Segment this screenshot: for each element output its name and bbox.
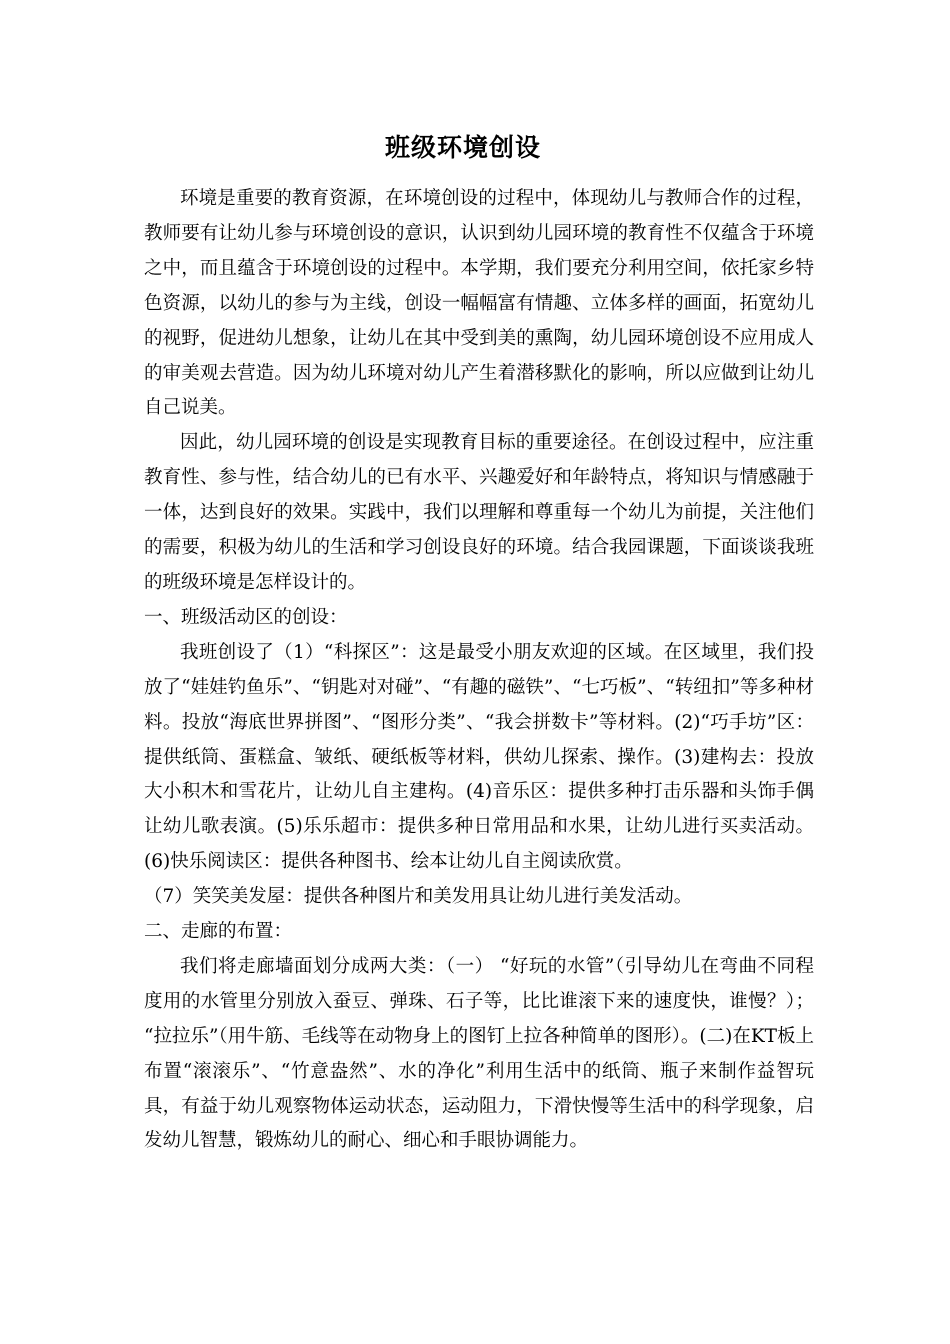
document-title: 班级环境创设 xyxy=(384,133,541,162)
paragraph-corridor: 我们将走廊墙面划分成两大类：（一） “好玩的水管”（引导幼儿在弯曲不同程度用的水管里分别放入蚕豆、弹珠、石子等，比比谁滚下来的速度快，谁慢？）； “拉拉乐”（用牛筋、毛线等在动物身上的图钉上拉各种简单的图形）。(二)在KT板上布置“滚滚乐”、“竹意盎然”、水的净化”利用生活中的纸筒、瓶子来制作益智玩具，有益于幼儿观察物体运动状态，运动阻力，下滑快慢等生活中的科学现象，启发幼儿智慧，锻炼幼儿的耐心、细心和手眼协调能力。 xyxy=(144,955,815,1152)
paragraph-importance: 因此，幼儿园环境的创设是实现教育目标的重要途径。在创设过程中，应注重教育性、参与性，结合幼儿的已有水平、兴趣爱好和年龄特点，将知识与情感融于一体，达到良好的效果。实践中，我们以理解和尊重每一个幼儿为前提，关注他们的需要，积极为幼儿的生活和学习创设良好的环境。结合我园课题，下面谈谈我班的班级环境是怎样设计的。 xyxy=(144,432,814,593)
section-heading-corridor: 二、走廊的布置： xyxy=(144,921,293,943)
document-body xyxy=(144,182,814,1159)
paragraph-salon: （7）笑笑美发屋：提供各种图片和美发用具让幼儿进行美发活动。 xyxy=(144,886,693,908)
paragraph-intro: 环境是重要的教育资源，在环境创设的过程中，体现幼儿与教师合作的过程，教师要有让幼儿参与环境创设的意识，认识到幼儿园环境的教育性不仅蕴含于环境之中，而且蕴含于环境创设的过程中。本学期，我们要充分利用空间，依托家乡特色资源，以幼儿的参与为主线，创设一幅幅富有情趣、立体多样的画面，拓宽幼儿的视野，促进幼儿想象，让幼儿在其中受到美的熏陶，幼儿园环境创设不应用成人的审美观去营造。因为幼儿环境对幼儿产生着潜移默化的影响，所以应做到让幼儿自己说美。 xyxy=(144,188,814,419)
paragraph-activity-areas: 我班创设了（1）“科探区”：这是最受小朋友欢迎的区域。在区域里，我们投放了“娃娃钓鱼乐”、“钥匙对对碰”、“有趣的磁铁”、“七巧板”、“转纽扣”等多种材料。投放“海底世界拼图”、“图形分类”、“我会拼数卡”等材料。(2)“巧手坊”区：提供纸筒、蛋糕盒、皱纸、硬纸板等材料，供幼儿探索、操作。(3)建构去：投放大小积木和雪花片，让幼儿自主建构。(4)音乐区：提供多种打击乐器和头饰手偶让幼儿歌表演。(5)乐乐超市：提供多种日常用品和水果，让幼儿进行买卖活动。(6)快乐阅读区：提供各种图书、绘本让幼儿自主阅读欣赏。 xyxy=(144,641,814,873)
section-heading-activity-areas: 一、班级活动区的创设： xyxy=(144,606,348,628)
